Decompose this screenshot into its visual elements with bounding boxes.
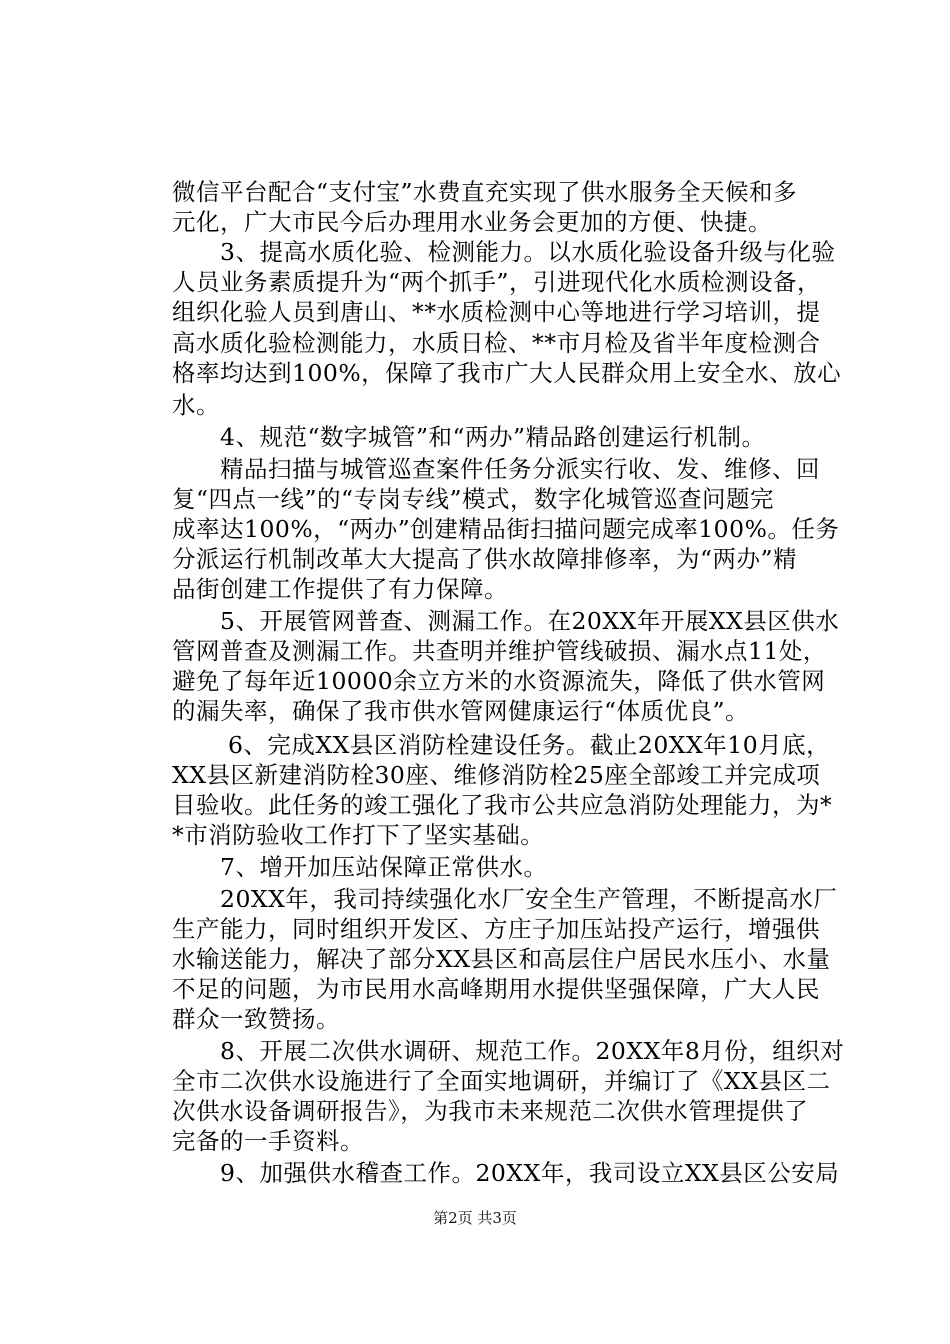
body-line: 5、开展管网普查、测漏工作。在20XX年开展XX县区供水 [172,607,840,635]
page-footer: 第2页 共3页 [433,1209,517,1227]
body-line: 20XX年，我司持续强化水厂安全生产管理，不断提高水厂 [172,885,838,913]
body-line: 高水质化验检测能力，水质日检、**市月检及省半年度检测合 [172,329,821,357]
body-line: 成率达100%，“两办”创建精品街扫描问题完成率100%。任务 [172,515,840,543]
body-line: 全市二次供水设施进行了全面实地调研，并编订了《XX县区二 [172,1067,831,1095]
body-line: 6、完成XX县区消防栓建设任务。截止20XX年10月底， [172,731,831,759]
body-line: 精品扫描与城管巡查案件任务分派实行收、发、维修、回 [172,455,820,483]
body-line: 3、提高水质化验、检测能力。以水质化验设备升级与化验 [172,238,836,266]
body-line: 7、增开加压站保障正常供水。 [172,853,548,881]
body-line: 的漏失率，确保了我市供水管网健康运行“体质优良”。 [172,697,750,725]
body-line: 水输送能力，解决了部分XX县区和高层住户居民水压小、水量 [172,945,831,973]
body-line: 生产能力，同时组织开发区、方庄子加压站投产运行，增强供 [172,915,820,943]
body-line: 9、加强供水稽查工作。20XX年，我司设立XX县区公安局 [172,1159,840,1187]
body-line: 管网普查及测漏工作。共查明并维护管线破损、漏水点11处， [172,637,827,665]
body-line: 不足的问题，为市民用水高峰期用水提供坚强保障，广大人民 [172,975,820,1003]
body-line: 复“四点一线”的“专岗专线”模式，数字化城管巡查问题完 [172,485,775,513]
body-line: XX县区新建消防栓30座、维修消防栓25座全部竣工并完成项 [172,761,821,789]
body-line: 8、开展二次供水调研、规范工作。20XX年8月份，组织对 [172,1037,845,1065]
body-line: 人员业务素质提升为“两个抓手”，引进现代化水质检测设备， [172,268,822,296]
body-line: 品街创建工作提供了有力保障。 [172,575,508,603]
body-line: 目验收。此任务的竣工强化了我市公共应急消防处理能力，为* [172,791,833,819]
body-line: 群众一致赞扬。 [172,1005,340,1033]
body-line: 完备的一手资料。 [172,1127,364,1155]
body-line: 组织化验人员到唐山、**水质检测中心等地进行学习培训，提 [172,298,821,326]
body-line: 分派运行机制改革大大提高了供水故障排修率，为“两办”精 [172,545,798,573]
body-line: 4、规范“数字城管”和“两办”精品路创建运行机制。 [172,423,766,451]
body-line: 元化，广大市民今后办理用水业务会更加的方便、快捷。 [172,208,772,236]
body-line: 避免了每年近10000余立方米的水资源流失，降低了供水管网 [172,667,826,695]
body-line: *市消防验收工作打下了坚实基础。 [172,821,545,849]
body-line: 格率均达到100%，保障了我市广大人民群众用上安全水、放心 [172,359,842,387]
body-line: 微信平台配合“支付宝”水费直充实现了供水服务全天候和多 [172,178,798,206]
body-line: 次供水设备调研报告》，为我市未来规范二次供水管理提供了 [172,1097,809,1125]
body-line: 水。 [172,391,220,419]
